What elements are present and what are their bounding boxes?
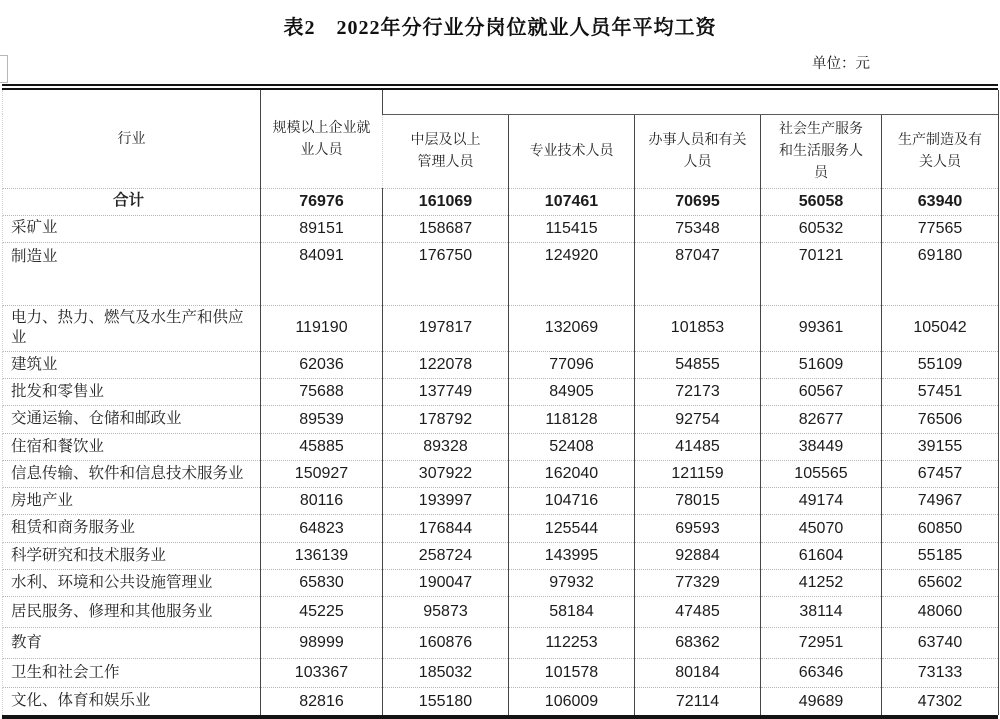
value-cell-employment: 64823: [261, 515, 383, 543]
value-cell-employment: 136139: [261, 543, 383, 570]
table-row: [3, 215, 999, 242]
industry-label: 房地产业: [3, 488, 261, 515]
value-cell-service: 66346: [761, 659, 882, 688]
value-cell-professional: 84905: [509, 379, 635, 406]
value-cell-management: 197817: [383, 305, 509, 352]
value-cell-employment: 82816: [261, 688, 383, 715]
industry-label: 水利、环境和公共设施管理业: [3, 570, 261, 597]
page-edge-notch: [0, 55, 8, 83]
value-cell-employment: 103367: [261, 659, 383, 688]
value-cell-professional: 104716: [509, 488, 635, 515]
value-cell-production: 69180: [882, 242, 999, 305]
value-cell-management: 307922: [383, 461, 509, 488]
value-cell-management: 155180: [383, 688, 509, 715]
industry-label: 建筑业: [3, 352, 261, 379]
value-cell-professional: 115415: [509, 215, 635, 242]
table-row: [3, 628, 999, 659]
value-cell-production: 74967: [882, 488, 999, 515]
value-cell-production: 48060: [882, 597, 999, 628]
column-header-clerical: [635, 114, 761, 188]
table-title: 表2 2022年分行业分岗位就业人员年平均工资: [283, 17, 717, 39]
total-value-professional: 107461: [509, 188, 635, 215]
industry-label: 科学研究和技术服务业: [3, 543, 261, 570]
value-cell-service: 61604: [761, 543, 882, 570]
header-spacer-cell: [383, 90, 999, 114]
value-cell-service: 60532: [761, 215, 882, 242]
value-cell-professional: 97932: [509, 570, 635, 597]
value-cell-management: 122078: [383, 352, 509, 379]
value-cell-professional: 125544: [509, 515, 635, 543]
value-cell-clerical: 121159: [635, 461, 761, 488]
value-cell-clerical: 47485: [635, 597, 761, 628]
value-cell-service: 99361: [761, 305, 882, 352]
value-cell-employment: 45885: [261, 434, 383, 461]
value-cell-management: 176844: [383, 515, 509, 543]
total-row: [3, 188, 999, 215]
header-row-top: [3, 90, 999, 114]
value-cell-professional: 106009: [509, 688, 635, 715]
value-cell-service: 45070: [761, 515, 882, 543]
column-header-professional-text: 专业技术人员: [529, 142, 614, 159]
column-header-production-text: 生产制造及有关人员: [898, 131, 983, 169]
industry-label: 文化、体育和娱乐业: [3, 688, 261, 715]
industry-label: 住宿和餐饮业: [3, 434, 261, 461]
total-value-employment: 76976: [261, 188, 383, 215]
value-cell-employment: 89151: [261, 215, 383, 242]
value-cell-employment: 65830: [261, 570, 383, 597]
value-cell-employment: 75688: [261, 379, 383, 406]
table-row: [3, 515, 999, 543]
value-cell-production: 57451: [882, 379, 999, 406]
table-row: [3, 659, 999, 688]
table-row: [3, 461, 999, 488]
value-cell-management: 258724: [383, 543, 509, 570]
industry-label: 信息传输、软件和信息技术服务业: [3, 461, 261, 488]
value-cell-production: 73133: [882, 659, 999, 688]
value-cell-service: 60567: [761, 379, 882, 406]
industry-label: 居民服务、修理和其他服务业: [3, 597, 261, 628]
value-cell-clerical: 78015: [635, 488, 761, 515]
wage-table-container: [2, 84, 998, 719]
value-cell-clerical: 54855: [635, 352, 761, 379]
value-cell-management: 158687: [383, 215, 509, 242]
value-cell-employment: 84091: [261, 242, 383, 305]
value-cell-clerical: 87047: [635, 242, 761, 305]
value-cell-clerical: 101853: [635, 305, 761, 352]
value-cell-clerical: 68362: [635, 628, 761, 659]
column-header-industry: 行业: [3, 90, 261, 188]
industry-label: 教育: [3, 628, 261, 659]
value-cell-production: 76506: [882, 406, 999, 434]
value-cell-employment: 80116: [261, 488, 383, 515]
value-cell-professional: 101578: [509, 659, 635, 688]
value-cell-professional: 77096: [509, 352, 635, 379]
value-cell-service: 105565: [761, 461, 882, 488]
industry-label: 制造业: [3, 242, 261, 305]
value-cell-production: 55185: [882, 543, 999, 570]
value-cell-management: 193997: [383, 488, 509, 515]
value-cell-production: 47302: [882, 688, 999, 715]
value-cell-production: 63740: [882, 628, 999, 659]
industry-label: 电力、热力、燃气及水生产和供应业: [3, 305, 261, 352]
total-value-clerical: 70695: [635, 188, 761, 215]
value-cell-employment: 45225: [261, 597, 383, 628]
industry-label: 租赁和商务服务业: [3, 515, 261, 543]
column-header-production: [882, 114, 999, 188]
value-cell-production: 55109: [882, 352, 999, 379]
table-row: [3, 242, 999, 305]
table-row: [3, 379, 999, 406]
industry-label: 批发和零售业: [3, 379, 261, 406]
table-row: [3, 597, 999, 628]
value-cell-production: 60850: [882, 515, 999, 543]
value-cell-employment: 62036: [261, 352, 383, 379]
value-cell-professional: 124920: [509, 242, 635, 305]
table-row: [3, 488, 999, 515]
column-header-management: [383, 114, 509, 188]
value-cell-service: 49689: [761, 688, 882, 715]
value-cell-management: 190047: [383, 570, 509, 597]
table-header: [3, 90, 999, 188]
value-cell-service: 82677: [761, 406, 882, 434]
value-cell-production: 67457: [882, 461, 999, 488]
column-header-professional: [509, 114, 635, 188]
table-body: [3, 188, 999, 715]
industry-label: 交通运输、仓储和邮政业: [3, 406, 261, 434]
value-cell-service: 51609: [761, 352, 882, 379]
table-row: [3, 352, 999, 379]
value-cell-production: 39155: [882, 434, 999, 461]
value-cell-production: 65602: [882, 570, 999, 597]
value-cell-professional: 52408: [509, 434, 635, 461]
column-header-clerical-text: 办事人员和有关人员: [648, 131, 747, 169]
wage-table: [2, 90, 999, 715]
table-row: [3, 406, 999, 434]
total-value-production: 63940: [882, 188, 999, 215]
value-cell-employment: 98999: [261, 628, 383, 659]
unit-label: 单位：元: [812, 56, 870, 72]
value-cell-service: 70121: [761, 242, 882, 305]
value-cell-clerical: 75348: [635, 215, 761, 242]
value-cell-clerical: 72173: [635, 379, 761, 406]
value-cell-professional: 58184: [509, 597, 635, 628]
value-cell-production: 77565: [882, 215, 999, 242]
value-cell-employment: 150927: [261, 461, 383, 488]
table-row: [3, 570, 999, 597]
value-cell-professional: 143995: [509, 543, 635, 570]
value-cell-service: 72951: [761, 628, 882, 659]
value-cell-clerical: 41485: [635, 434, 761, 461]
table-row: [3, 688, 999, 715]
value-cell-management: 185032: [383, 659, 509, 688]
value-cell-clerical: 72114: [635, 688, 761, 715]
column-header-employment: [261, 90, 383, 188]
table-row: [3, 434, 999, 461]
total-label: 合计: [3, 188, 261, 215]
value-cell-clerical: 92754: [635, 406, 761, 434]
industry-label: 采矿业: [3, 215, 261, 242]
value-cell-management: 89328: [383, 434, 509, 461]
table-row: [3, 543, 999, 570]
value-cell-management: 95873: [383, 597, 509, 628]
value-cell-service: 38449: [761, 434, 882, 461]
value-cell-service: 41252: [761, 570, 882, 597]
value-cell-management: 178792: [383, 406, 509, 434]
total-value-service: 56058: [761, 188, 882, 215]
value-cell-management: 137749: [383, 379, 509, 406]
column-header-management-text: 中层及以上管理人员: [410, 131, 481, 169]
table-row: [3, 305, 999, 352]
value-cell-employment: 89539: [261, 406, 383, 434]
column-header-employment-text: 规模以上企业就业人员: [272, 119, 371, 157]
value-cell-service: 49174: [761, 488, 882, 515]
column-header-service-text: 社会生产服务和生活服务人员: [779, 120, 863, 180]
industry-label: 卫生和社会工作: [3, 659, 261, 688]
column-header-service: [761, 114, 882, 188]
value-cell-professional: 132069: [509, 305, 635, 352]
value-cell-clerical: 80184: [635, 659, 761, 688]
total-value-management: 161069: [383, 188, 509, 215]
value-cell-professional: 118128: [509, 406, 635, 434]
value-cell-employment: 119190: [261, 305, 383, 352]
value-cell-clerical: 69593: [635, 515, 761, 543]
value-cell-professional: 112253: [509, 628, 635, 659]
value-cell-management: 176750: [383, 242, 509, 305]
value-cell-clerical: 92884: [635, 543, 761, 570]
value-cell-service: 38114: [761, 597, 882, 628]
value-cell-production: 105042: [882, 305, 999, 352]
value-cell-management: 160876: [383, 628, 509, 659]
value-cell-professional: 162040: [509, 461, 635, 488]
value-cell-clerical: 77329: [635, 570, 761, 597]
